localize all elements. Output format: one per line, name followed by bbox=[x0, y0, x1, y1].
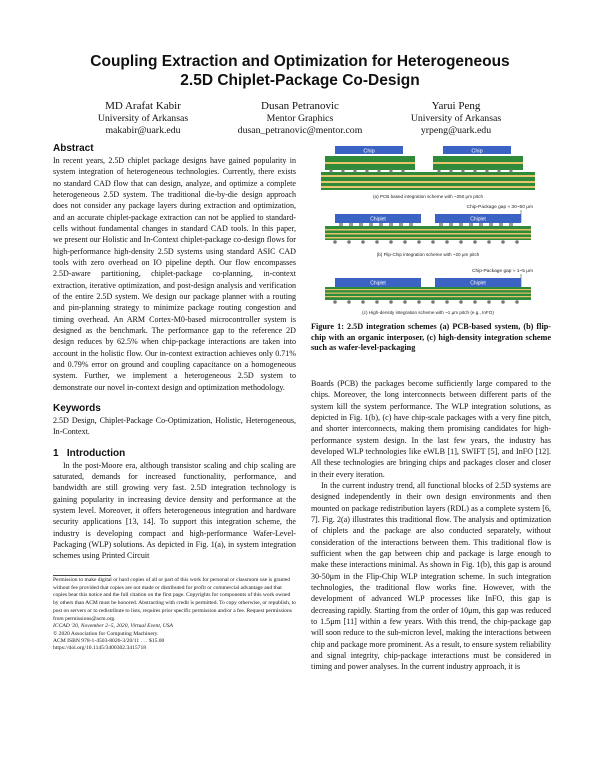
footnote bbox=[53, 577, 296, 653]
author-block bbox=[58, 100, 228, 136]
interposer-trace bbox=[325, 233, 531, 235]
conference-line: ICCAD '20, November 2–5, 2020, Virtual Event, USA bbox=[53, 623, 173, 630]
integration-schemes-diagram bbox=[311, 142, 551, 334]
right-text-para-1: Boards (PCB) the packages become sufficiently large compared to the chips. Moreover, the long interconnects between different parts of the system kill the system performance. The WLP integration solutions, as depicted in Fig. 1(b), (c) have chip-scale packages with a very fine pitch, and shorter interconnects, making them promising candidates for high-performance system design. In the last few years, the industry has developed WLP technologies like eWLB [1], SWIFT [5], and InFO [12]. All these technologies are bringing chips and packages closer and closer in their every iteration. bbox=[311, 379, 551, 479]
intro-heading-text: Introduction bbox=[66, 447, 126, 459]
chiplet-label: Chiplet bbox=[370, 280, 386, 287]
subcaption-b: (b) Flip-Chip integration scheme with ~20 μm pitch bbox=[376, 252, 480, 257]
interposer-trace bbox=[325, 237, 531, 239]
intro-heading bbox=[53, 447, 296, 460]
footnote-rule bbox=[53, 575, 111, 576]
author-name: Dusan Petranovic bbox=[261, 100, 339, 112]
chiplet-label: Chiplet bbox=[470, 216, 486, 223]
chiplet-label: Chiplet bbox=[370, 216, 386, 223]
intro-heading-number: 1 bbox=[53, 447, 59, 459]
figure-1 bbox=[311, 142, 551, 334]
solder-balls bbox=[333, 300, 519, 304]
author-block bbox=[371, 100, 541, 136]
rdl-trace bbox=[325, 289, 531, 290]
author-affiliation: University of Arkansas bbox=[410, 113, 502, 124]
intro-text-left: In the post-Moore era, although transistor scaling and chip scaling are saturated, demands for increased functionality, performance, and bandwidth are still growing very fast. 2.5D integration technology is gaining popularity in increasing device density and performance at the system level. Moreover, it offers heterogeneous integration and hardware security applications [13, 14]. To support this integration scheme, the industry is developing compact and high-performance Wafer-Level-Packaging (WLP) solutions. As depicted in Fig. 1(a), in system integration schemes using Printed Circuit bbox=[53, 460, 296, 561]
pcb-scheme bbox=[321, 146, 535, 199]
author-block bbox=[215, 100, 385, 136]
gap-label-c: Chip-Package gap ≈ 1~5 μm bbox=[472, 269, 533, 274]
highdensity-scheme bbox=[325, 268, 533, 315]
chip-label: Chip bbox=[363, 148, 375, 155]
interposer-trace bbox=[325, 229, 531, 231]
keywords-text: 2.5D Design, Chiplet-Package Co-Optimization, Holistic, Heterogeneous, In-Context. bbox=[53, 415, 296, 437]
subcaption-c: (c) High-density integration scheme with ~1 μm pitch (e.g., InFO) bbox=[362, 310, 494, 315]
author-name: Yarui Peng bbox=[431, 100, 481, 112]
copyright-line: © 2020 Association for Computing Machinery. bbox=[53, 630, 159, 637]
flipchip-scheme bbox=[325, 204, 533, 257]
title-line-2: 2.5D Chiplet-Package Co-Design bbox=[180, 72, 420, 89]
package-trace bbox=[433, 162, 523, 164]
chip-label: Chip bbox=[471, 148, 483, 155]
author-affiliation: University of Arkansas bbox=[97, 113, 189, 124]
gap-label-b: Chip-Package gap ≈ 30~50 μm bbox=[466, 205, 533, 210]
keywords-heading: Keywords bbox=[53, 402, 101, 414]
abstract-heading: Abstract bbox=[53, 143, 94, 154]
doi-link[interactable]: https://doi.org/10.1145/3400302.3415718 bbox=[53, 645, 147, 652]
pcb-trace bbox=[321, 175, 535, 177]
author-email: yrpeng@uark.edu bbox=[420, 124, 492, 136]
author-email: makabir@uark.edu bbox=[105, 124, 181, 136]
author-affiliation: Mentor Graphics bbox=[266, 113, 334, 124]
isbn-line: ACM ISBN 978-1-4503-8026-3/20/11 . . . $15.00 bbox=[53, 638, 165, 645]
rdl-trace bbox=[325, 296, 531, 297]
right-column bbox=[311, 378, 551, 673]
pcb-trace bbox=[321, 186, 535, 188]
chiplet-label: Chiplet bbox=[470, 280, 486, 287]
subcaption-a: (a) PCB based integration scheme with ~250 μm pitch bbox=[372, 194, 484, 199]
title-line-1: Coupling Extraction and Optimization for Heterogeneous bbox=[90, 53, 510, 70]
rdl-trace bbox=[325, 293, 531, 294]
permission-text: Permission to make digital or hard copies of all or part of this work for personal or classroom use is granted without fee provided that copies are not made or distributed for profit or commercial advantage and that copies bear this notice and the full citation on the first page. Copyrights for components of this work owned by others than ACM must be honored. Abstracting with credit is permitted. To copy otherwise, or republish, to post on servers or to redistribute to lists, requires prior specific permission and/or a fee. Request permissions from permissions@acm.org. bbox=[53, 577, 296, 622]
right-text-para-2: In the current industry trend, all functional blocks of 2.5D systems are designed independently in their own design environments and then mounted on package redistribution layers (RDL) as a complete system [6, 7]. Fig. 2(a) illustrates this traditional flow. The analysis and optimization of chiplets and the package are also conducted separately, without consideration of the interactions between them. This traditional flow is sufficient when the gap between chip and package is large enough to make these interactions minimal. As shown in Fig. 1(b), this gap is around 30-50μm in the Flip-Chip WLP integration scheme. In such integration technologies, the traditional flow works fine. However, with the development of advanced WLP processes like InFO, this gap is decreasing rapidly. Starting from the order of 10μm, this gap was reduced to 1.5μm [11] within a few years. With this trend, the chip-package gap will soon reduce to the sub-micron level, making the interactions between chip and package more prominent. As a result, to ensure system reliability and signal integrity, chip-package interactions must be considered in timing and power analyses. In the current industry approach, it is bbox=[311, 480, 551, 672]
paper-title bbox=[40, 52, 560, 90]
author-name: MD Arafat Kabir bbox=[105, 100, 181, 112]
micro-bumps bbox=[339, 223, 513, 226]
abstract-text: In recent years, 2.5D chiplet package designs have gained popularity in system integration of heterogeneous technologies. Currently, there exists no standard CAD flow that can design, analyze, and optimize a complete heterogeneous 2.5D system. The traditional die-by-die design approach does not consider any package layers during extraction and optimization, and an accurate chiplet-package extraction can not be applied to standard-cells without fundamental changes in standard CAD tools. In this paper, we present our Holistic and In-Context chiplet-package co-design flows for high-performance high-density 2.5D systems using standard ASIC CAD tools with zero overhead on IO pipeline depth. Our flow encompasses 2.5D-aware partitioning, chiplet-package co-planning, in-context extraction, iterative optimization, and post-design analysis and verification of the entire 2.5D system. We design our package planner with a routing and pin-planning strategy to minimize package routing congestion and timing overhead. An ARM Cortex-M0-based microcontroller system is designed as the benchmark. The performance gap to the reference 2D design reduces by 62.5% when chip-package interactions are taken into account in the holistic flow. Our in-context extraction achieves only 0.71% and 0.79% error on ground and coupling capacitance on a homogeneous system. Further, we implement a heterogeneous 2.5D system to demonstrate our novel in-context design and optimization methodology. bbox=[53, 156, 296, 392]
left-column bbox=[53, 142, 296, 562]
pcb-trace bbox=[321, 181, 535, 183]
figure-caption: Figure 1: 2.5D integration schemes (a) PCB-based system, (b) flip-chip with an organic interposer, (c) high-density integration scheme such as wafer-level-packaging bbox=[311, 322, 551, 352]
solder-balls bbox=[333, 240, 519, 244]
author-email: dusan_petranovic@mentor.com bbox=[237, 124, 363, 136]
package-trace bbox=[325, 162, 415, 164]
